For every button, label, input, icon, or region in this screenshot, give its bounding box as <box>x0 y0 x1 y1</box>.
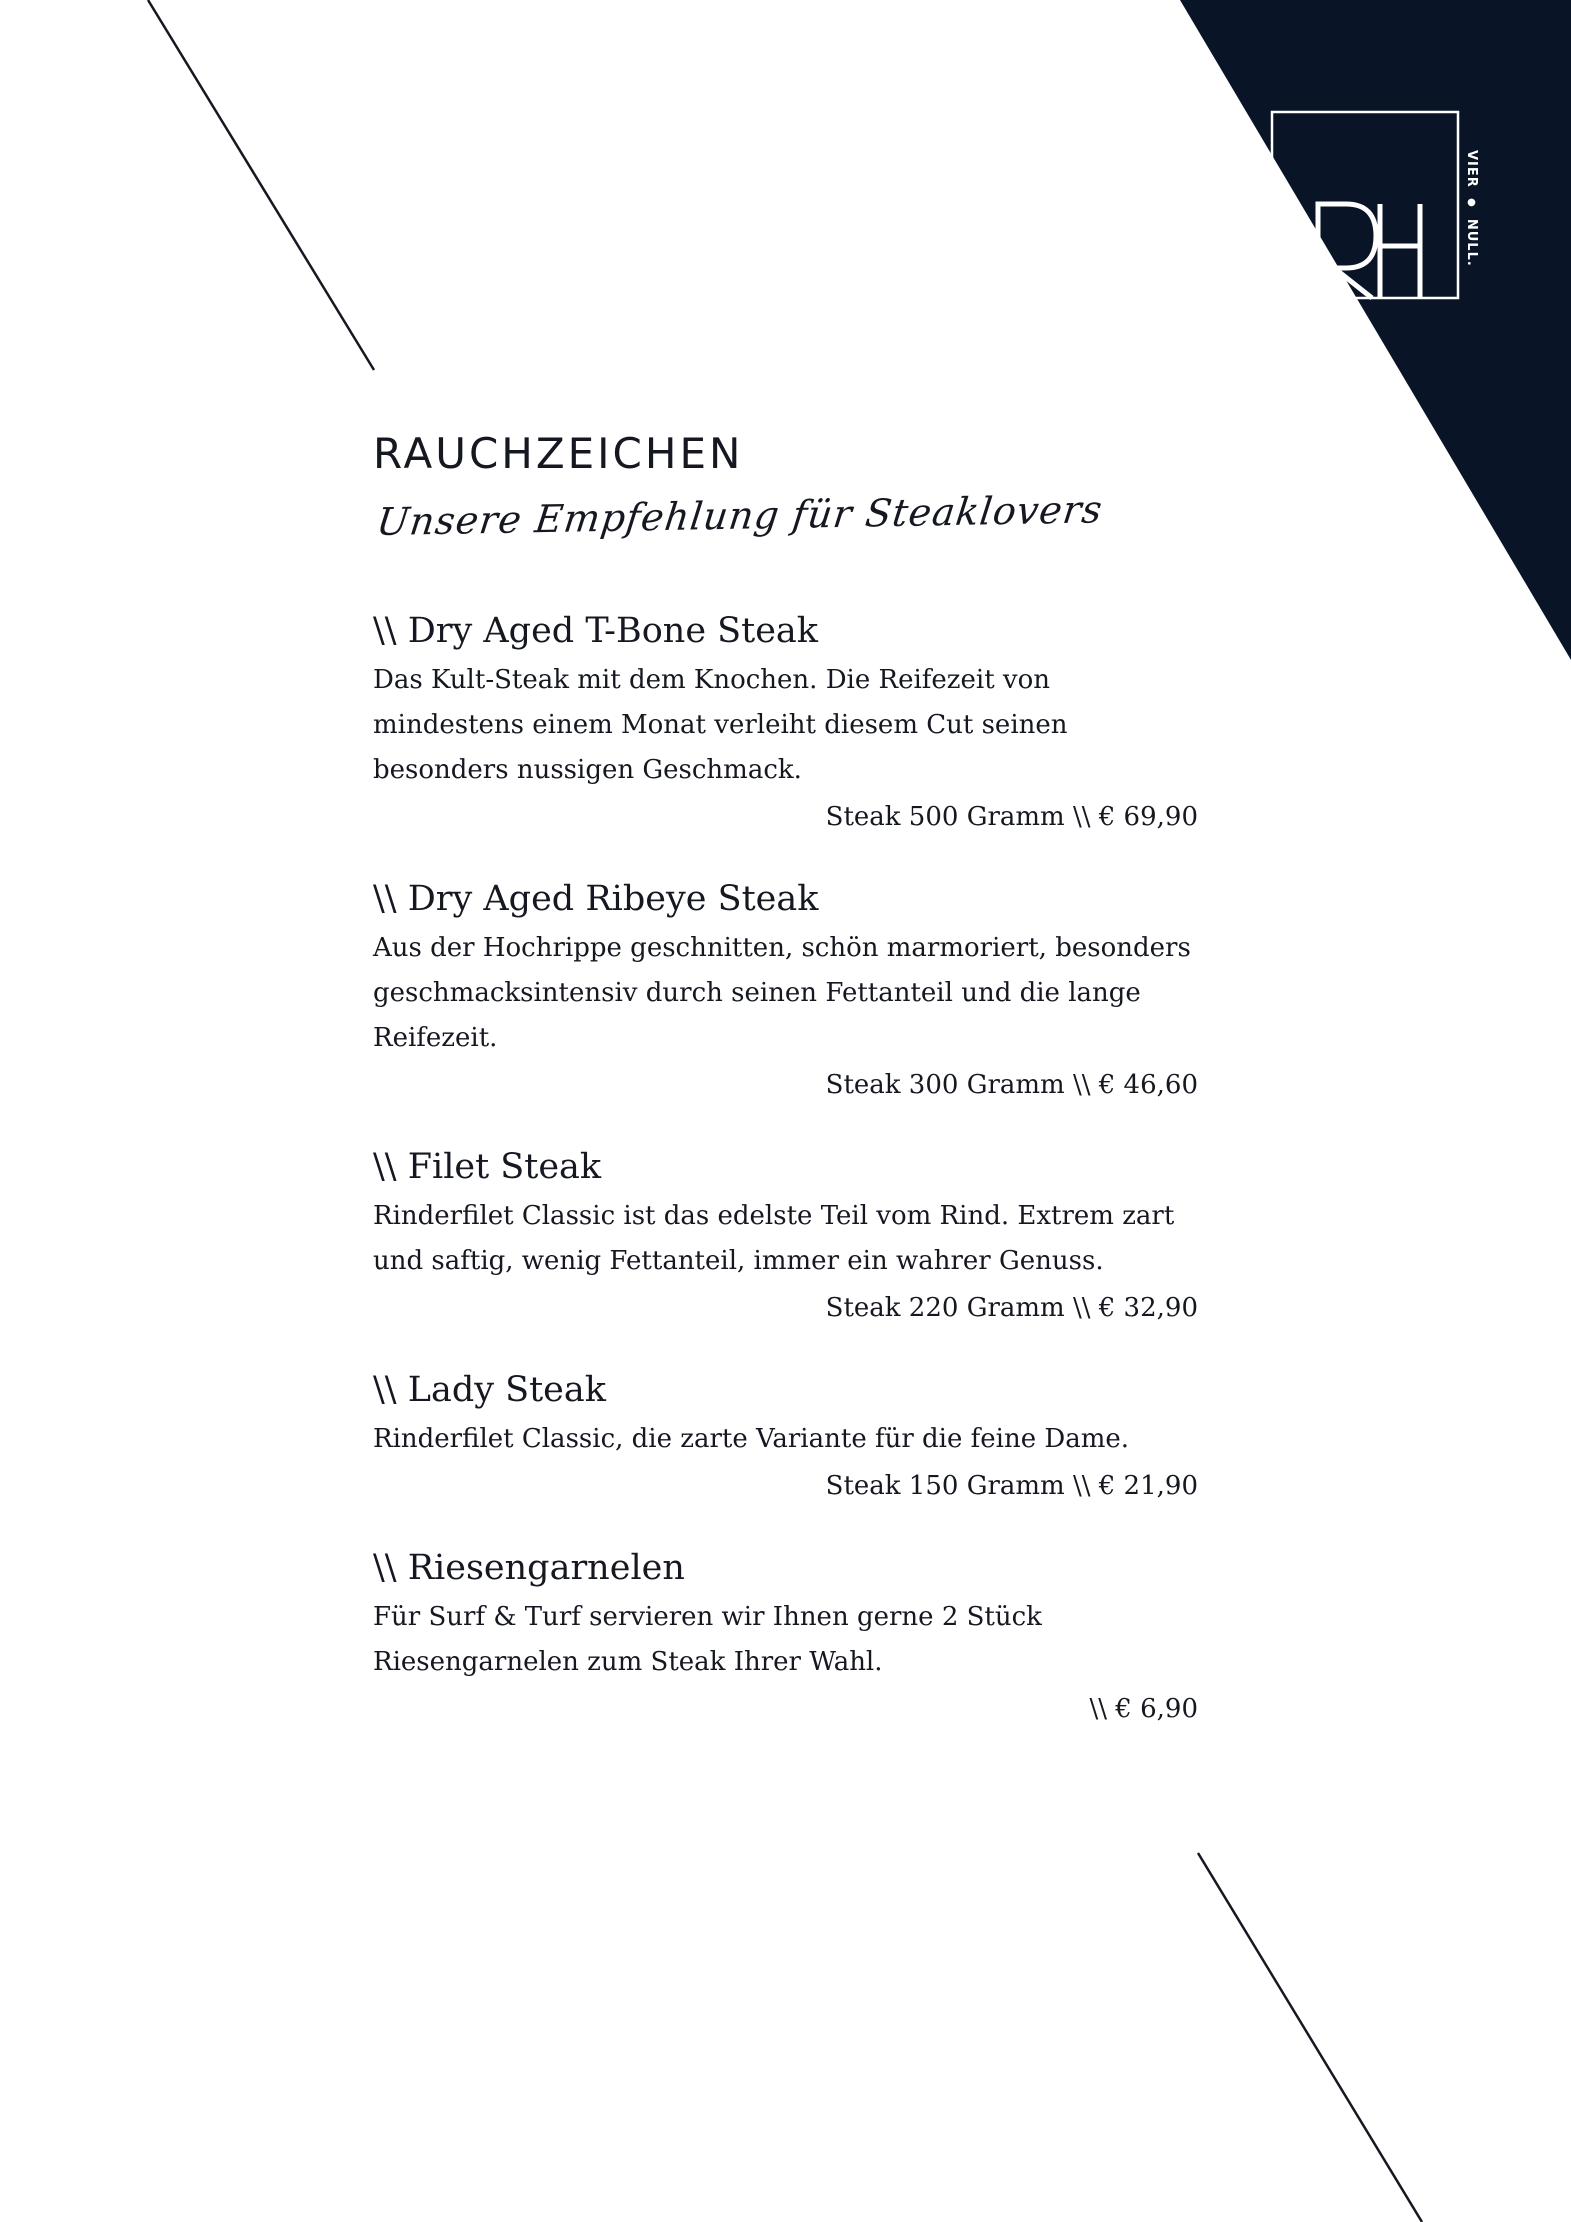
logo-side-text-2: NULL. <box>1464 218 1479 267</box>
menu-item <box>373 878 1198 1108</box>
corner-triangle <box>1180 0 1571 660</box>
menu-item <box>373 1146 1198 1331</box>
logo-dot: ● <box>1466 197 1477 210</box>
menu-item-description: Das Kult-Steak mit dem Knochen. Die Reifezeit von mindestens einem Monat verleiht diesem Cut seinen besonders nussigen Geschmack. <box>373 665 1068 786</box>
menu-item-description: Aus der Hochrippe geschnitten, schön marmoriert, besonders geschmacksintensiv durch seinen Fettanteil und die lange Reifezeit. <box>373 933 1191 1054</box>
menu-item-price: Steak 300 Gramm \\ € 46,60 <box>825 1070 1198 1101</box>
menu-item-description: Rinderfilet Classic, die zarte Variante für die feine Dame. <box>373 1424 1130 1455</box>
menu-item-description: Für Surf & Turf servieren wir Ihnen gerne 2 Stück Riesengarnelen zum Steak Ihrer Wahl. <box>373 1602 1042 1678</box>
menu-item-name: \\ Lady Steak <box>373 1370 606 1411</box>
menu-item-price: Steak 220 Gramm \\ € 32,90 <box>825 1293 1198 1324</box>
menu-item-price: Steak 150 Gramm \\ € 21,90 <box>825 1471 1198 1502</box>
section-subtitle: Unsere Empfehlung für Steaklovers <box>374 487 1106 545</box>
section-title: RAUCHZEICHEN <box>373 429 744 478</box>
menu-item-name: \\ Dry Aged Ribeye Steak <box>373 879 819 920</box>
menu-item <box>373 1369 1198 1509</box>
menu-item-description: Rinderfilet Classic ist das edelste Teil vom Rind. Extrem zart und saftig, wenig Fettanteil, immer ein wahrer Genuss. <box>373 1201 1175 1277</box>
menu-item-name: \\ Filet Steak <box>373 1147 602 1188</box>
diagonal-line-bottom <box>1198 1853 1422 2222</box>
menu-item-name: \\ Dry Aged T-Bone Steak <box>373 611 818 652</box>
menu-item <box>373 610 1198 840</box>
menu-item-price: \\ € 6,90 <box>1089 1694 1198 1725</box>
menu-content <box>373 430 1198 1732</box>
diagonal-line-top <box>148 0 374 370</box>
menu-item-price: Steak 500 Gramm \\ € 69,90 <box>825 802 1198 833</box>
logo-side-text-1: VIER <box>1464 150 1479 188</box>
menu-item-name: \\ Riesengarnelen <box>373 1548 685 1589</box>
menu-item <box>373 1547 1198 1732</box>
rh-logo <box>1268 108 1468 308</box>
logo-side-text <box>1465 150 1479 267</box>
